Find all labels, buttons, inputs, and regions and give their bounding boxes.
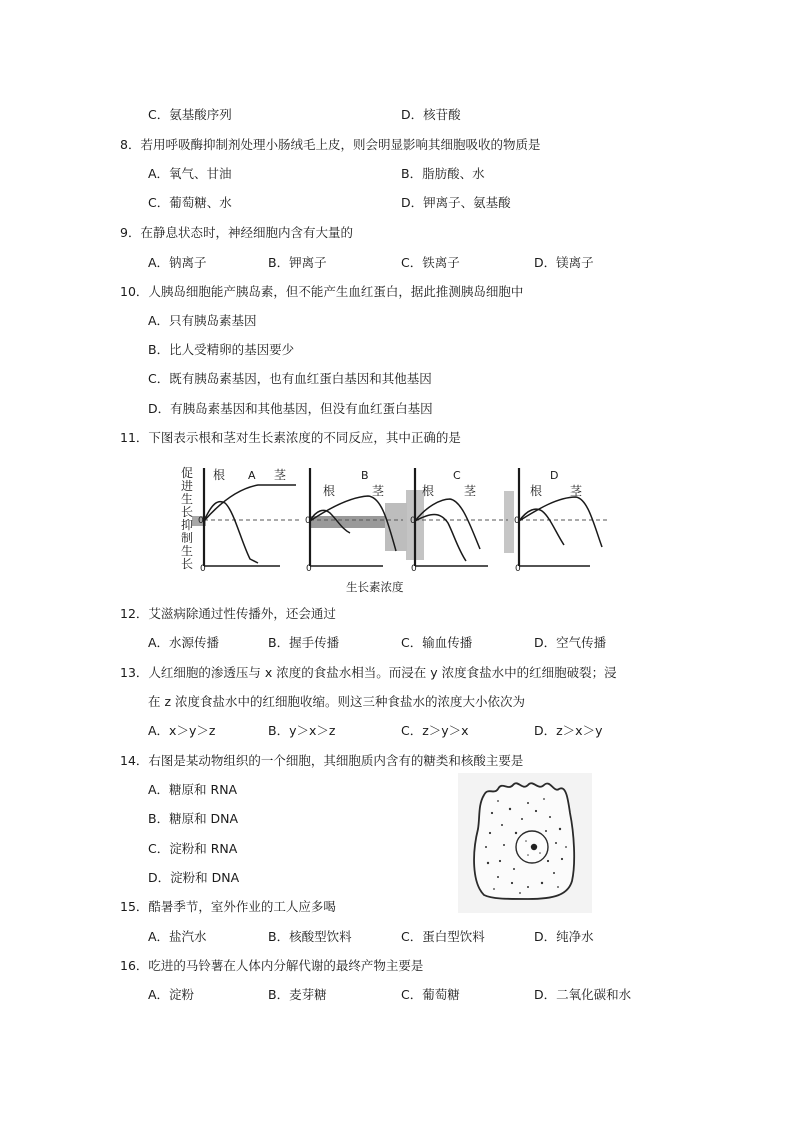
y-label-char: 制: [181, 531, 194, 545]
q10-option-b: B．比人受精卵的基因要少: [148, 342, 295, 357]
panel-letter: B: [361, 469, 369, 482]
q8-option-a: A．氧气、甘油: [148, 166, 232, 181]
zero-label: 0: [305, 516, 311, 526]
q16-option-c: C．葡萄糖: [401, 987, 460, 1002]
q12-option-c: C．输血传播: [401, 635, 473, 650]
q15-option-d: D．纯净水: [534, 929, 594, 944]
q14-stem: 14．右图是某动物组织的一个细胞，其细胞质内含有的糖类和核酸主要是: [120, 753, 524, 768]
nucleolus: [531, 844, 537, 850]
y-label-char: 长: [181, 557, 194, 571]
root-curve: [415, 499, 480, 549]
q13-option-a: A．x＞y＞z: [148, 723, 216, 738]
panel-c: [410, 468, 508, 574]
q8-option-d: D．钾离子、氨基酸: [401, 195, 511, 210]
auxin-graphs-svg: [178, 463, 610, 593]
y-label-char: 长: [181, 505, 194, 519]
animal-cell-figure: [458, 773, 592, 913]
q7-option-d: D．核苷酸: [401, 107, 461, 122]
stem-label: 茎: [372, 484, 385, 498]
q9-option-d: D．镁离子: [534, 255, 594, 270]
zero-label: 0: [410, 516, 416, 526]
zero-label: 0: [198, 516, 204, 526]
q13-option-c: C．z＞y＞x: [401, 723, 469, 738]
q16-option-b: B．麦芽糖: [268, 987, 327, 1002]
stem-curve: [204, 485, 296, 521]
stem-label: 茎: [570, 484, 583, 498]
q13-stem-line1: 13．人红细胞的渗透压与 x 浓度的食盐水相当。而浸在 y 浓度食盐水中的红细胞破裂；浸: [120, 665, 617, 680]
q12-option-b: B．握手传播: [268, 635, 340, 650]
y-label-char: 抑: [181, 518, 194, 532]
q7-option-c: C．氨基酸序列: [148, 107, 232, 122]
q16-option-d: D．二氧化碳和水: [534, 987, 632, 1002]
q13-option-d: D．z＞x＞y: [534, 723, 603, 738]
q10-option-c: C．既有胰岛素基因，也有血红蛋白基因和其他基因: [148, 371, 432, 386]
animal-cell-svg: [458, 773, 592, 913]
q15-stem: 15．酷暑季节，室外作业的工人应多喝: [120, 899, 336, 914]
zero-label: 0: [411, 564, 417, 574]
root-label: 根: [323, 484, 336, 498]
panel-a: [198, 467, 300, 574]
root-label: 根: [530, 484, 543, 498]
root-label: 根: [422, 484, 435, 498]
q14-option-d: D．淀粉和 DNA: [148, 870, 240, 885]
q12-stem: 12．艾滋病除通过性传播外，还会通过: [120, 606, 336, 621]
q15-option-a: A．盐汽水: [148, 929, 207, 944]
q15-option-c: C．蛋白型饮料: [401, 929, 485, 944]
root-label: 根: [213, 468, 226, 482]
q14-option-c: C．淀粉和 RNA: [148, 841, 238, 856]
q8-option-b: B．脂肪酸、水: [401, 166, 485, 181]
q13-stem-line2: 在 z 浓度食盐水中的红细胞收缩。则这三种食盐水的浓度大小依次为: [148, 694, 526, 709]
panel-letter: D: [550, 469, 559, 482]
zero-label: 0: [200, 564, 206, 574]
q12-option-d: D．空气传播: [534, 635, 607, 650]
q10-option-d: D．有胰岛素基因和其他基因，但没有血红蛋白基因: [148, 401, 433, 416]
q10-option-a: A．只有胰岛素基因: [148, 313, 257, 328]
y-label-char: 生: [181, 492, 194, 506]
q8-option-c: C．葡萄糖、水: [148, 195, 232, 210]
x-axis-label: 生长素浓度: [346, 580, 404, 593]
root-curve: [204, 502, 258, 563]
y-label-char: 促: [181, 466, 194, 480]
zero-label: 0: [306, 564, 312, 574]
stem-label: 茎: [274, 468, 287, 482]
zero-label: 0: [515, 564, 521, 574]
y-label-char: 生: [181, 544, 194, 558]
scan-shade: [504, 491, 514, 553]
q9-option-a: A．钠离子: [148, 255, 207, 270]
q16-option-a: A．淀粉: [148, 987, 195, 1002]
panel-letter: C: [453, 469, 461, 482]
panel-d: [514, 468, 608, 574]
q11-stem: 11．下图表示根和茎对生长素浓度的不同反应，其中正确的是: [120, 430, 461, 445]
q15-option-b: B．核酸型饮料: [268, 929, 352, 944]
auxin-response-figure: [178, 463, 610, 593]
q13-option-b: B．y＞x＞z: [268, 723, 336, 738]
panel-letter: A: [248, 469, 256, 482]
zero-label: 0: [514, 516, 520, 526]
q10-stem: 10．人胰岛细胞能产胰岛素，但不能产生血红蛋白，据此推测胰岛细胞中: [120, 284, 524, 299]
q9-option-c: C．铁离子: [401, 255, 460, 270]
q16-stem: 16．吃进的马铃薯在人体内分解代谢的最终产物主要是: [120, 958, 424, 973]
q14-option-b: B．糖原和 DNA: [148, 811, 239, 826]
q8-stem: 8．若用呼吸酶抑制剂处理小肠绒毛上皮，则会明显影响其细胞吸收的物质是: [120, 137, 541, 152]
stem-label: 茎: [464, 484, 477, 498]
q12-option-a: A．水源传播: [148, 635, 220, 650]
q14-option-a: A．糖原和 RNA: [148, 782, 238, 797]
y-label-char: 进: [181, 479, 194, 493]
q9-option-b: B．钾离子: [268, 255, 327, 270]
root-curve: [519, 509, 564, 545]
q9-stem: 9．在静息状态时，神经细胞内含有大量的: [120, 225, 353, 240]
